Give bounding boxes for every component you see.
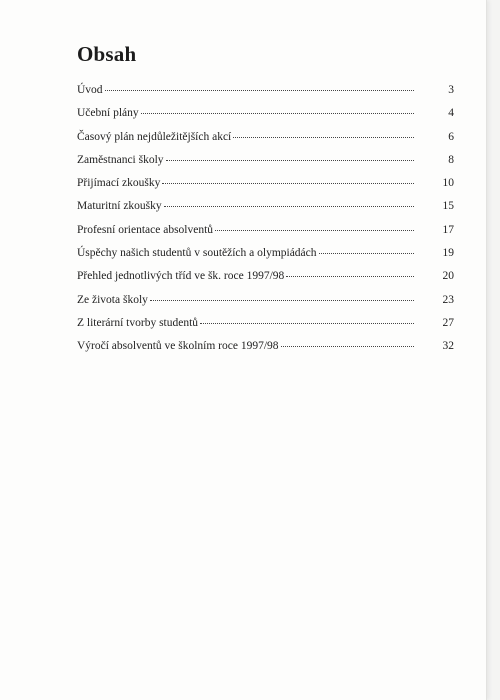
toc-entry-page: 4 [448,107,454,120]
dot-leader [162,182,414,184]
toc-entry-page: 10 [442,177,454,190]
dot-leader [200,322,414,324]
toc-entry [77,294,454,317]
toc-entry-page: 15 [442,200,454,213]
toc-entry-title: Úvod [77,84,103,96]
toc-entry-title: Učební plány [77,107,139,120]
toc-entry-title: Zaměstnanci školy [77,153,164,166]
toc-entry [77,247,454,270]
dot-leader [105,89,414,91]
toc-entry-title: Přijímací zkoušky [77,177,161,190]
toc-entry [77,131,454,154]
toc-entry-page: 17 [442,223,454,236]
dot-leader [215,229,414,231]
toc-entry [77,84,454,107]
toc-entry-page: 32 [442,340,454,353]
dot-leader [166,159,414,161]
toc-entry-page: 20 [442,270,454,283]
toc-entry-title: Úspěchy našich studentů v soutěžích a olympiádách [77,247,317,260]
toc-entry-title: Maturitní zkoušky [77,200,162,213]
toc-entry-page: 19 [442,247,454,260]
toc-entry-title: Profesní orientace absolventů [77,223,214,236]
toc-entry [77,317,454,340]
toc-entry-title: Přehled jednotlivých tříd ve šk. roce 1997/98 [77,270,285,283]
toc-entry [77,154,454,177]
dot-leader [233,136,414,138]
toc-entry-title: Výročí absolventů ve školním roce 1997/98 [77,340,279,353]
dot-leader [141,112,414,114]
dot-leader [150,299,414,301]
toc-entry-title: Ze života školy [77,293,148,306]
toc-entry-page: 27 [442,316,454,329]
toc-entry [77,200,454,223]
table-of-contents [77,84,454,364]
page-title: Obsah [77,42,137,66]
toc-entry-title: Časový plán nejdůležitějších akcí [77,130,232,143]
dot-leader [281,345,414,347]
dot-leader [286,275,414,277]
toc-entry-page: 3 [448,84,454,96]
toc-entry-page: 6 [448,130,454,143]
dot-leader [164,205,414,207]
toc-entry [77,340,454,363]
toc-entry [77,177,454,200]
toc-entry [77,224,454,247]
toc-entry [77,107,454,130]
dot-leader [319,252,414,254]
toc-entry-page: 8 [448,153,454,166]
toc-entry [77,270,454,293]
toc-entry-page: 23 [442,293,454,306]
toc-entry-title: Z literární tvorby studentů [77,316,199,329]
